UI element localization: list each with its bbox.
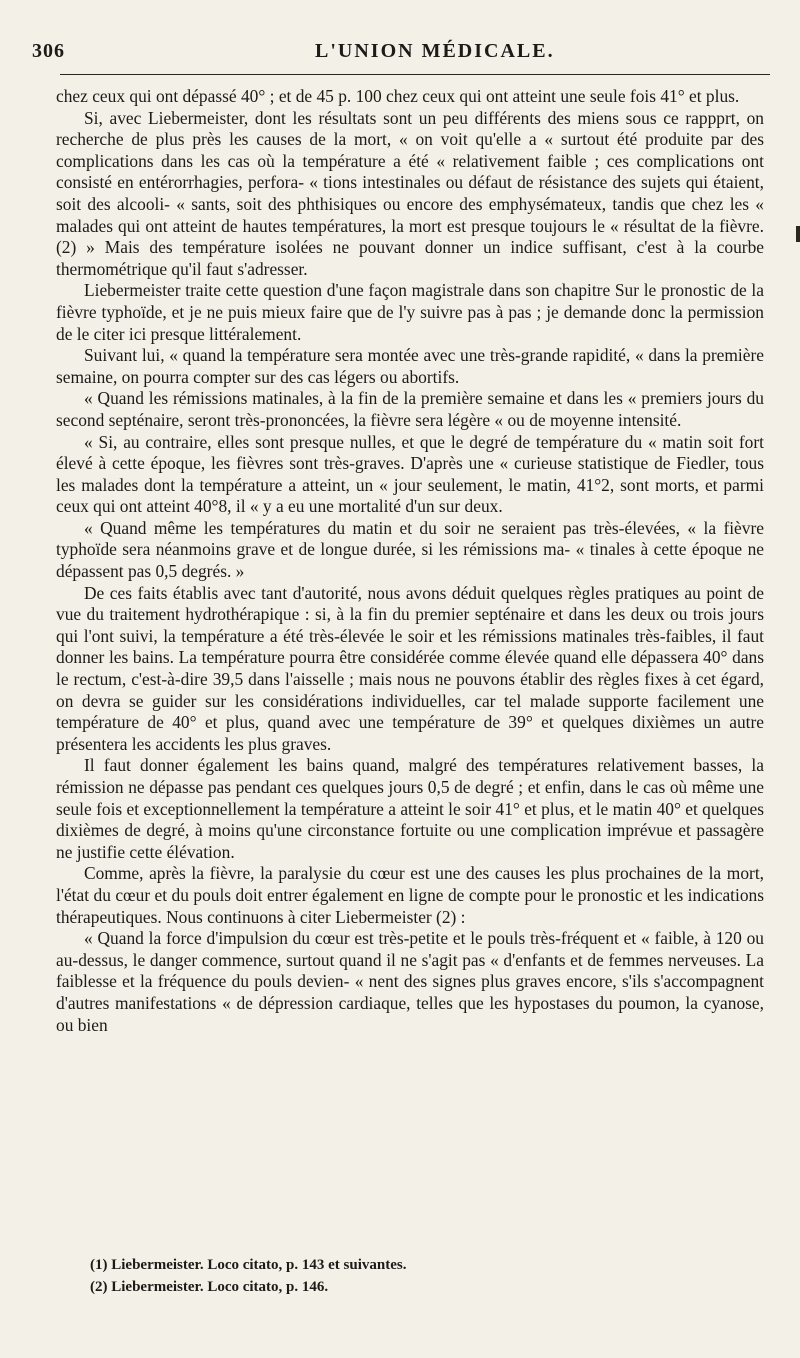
- footnote: (1) Liebermeister. Loco citato, p. 143 et suivantes.: [90, 1257, 407, 1273]
- footnotes: [90, 1254, 690, 1298]
- paragraph: Si, avec Liebermeister, dont les résultats sont un peu différents des miens sous ce rappprt, on recherche de plus près les causes de la mort, « on voit qu'elle a « surtout été produite par des complications dans les cas où la température a été « relativement faible ; ces complications ont consisté en entérorrhagies, perfora- « tions intestinales ou défaut de résistance des sujets qui étaient, soit des alcooli- « sants, soit des phthisiques ou encore des emphysémateux, tandis que chez les « malades qui ont atteint de hautes températures, la mort est presque toujours le « résultat de la fièvre. (2) » Mais des température isolées ne pouvant donner un indice suffisant, c'est à la courbe thermométrique qu'il faut s'adresser.: [56, 107, 764, 279]
- quote-paragraph: « Quand même les températures du matin et du soir ne seraient pas très-élevées, « la fièvre typhoïde sera néanmoins grave et de longue durée, si les rémissions ma- « tinales à cette époque ne dépassent pas 0,5 degrés. »: [56, 517, 764, 582]
- paragraph: Il faut donner également les bains quand, malgré des températures relativement basses, la rémission ne dépasse pas pendant ces quelques jours 0,5 de degré ; et enfin, dans le cas où même une seule fois et exceptionnellement la température a atteint le soir 41° et plus, et le matin 40° et quelques dixièmes de degré, à moins qu'une circonstance fortuite ou une complication imprévue et passagère ne justifie cette élévation.: [56, 755, 764, 862]
- footnote: (2) Liebermeister. Loco citato, p. 146.: [90, 1279, 329, 1295]
- page-number: 306: [32, 40, 65, 62]
- paragraph: Suivant lui, « quand la température sera montée avec une très-grande rapidité, « dans la première semaine, on pourra compter sur des cas légers ou abortifs.: [56, 345, 764, 387]
- paragraph: Comme, après la fièvre, la paralysie du cœur est une des causes les plus prochaines de la mort, l'état du cœur et du pouls doit entrer également en ligne de compte pour le pronostic et les indications thérapeutiques. Nous continuons à citer Liebermeister (2) :: [56, 863, 764, 927]
- running-title: L'UNION MÉDICALE.: [315, 40, 555, 62]
- paragraph: Liebermeister traite cette question d'une façon magistrale dans son chapitre Sur le pronostic de la fièvre typhoïde, et je ne puis mieux faire que de l'y suivre pas à pas ; je demande donc la permission de le citer ici presque littéralement.: [56, 280, 764, 344]
- page-header: [30, 36, 770, 66]
- quote-paragraph: « Quand les rémissions matinales, à la fin de la première semaine et dans les « premiers jours du second septénaire, seront très-prononcées, la fièvre sera légère « ou de moyenne intensité.: [56, 388, 764, 430]
- header-rule: [60, 74, 770, 75]
- page-edge-mark: [796, 226, 800, 242]
- quote-paragraph: « Si, au contraire, elles sont presque nulles, et que le degré de température du « matin soit fort élevé à cette époque, les fièvres sont très-graves. D'après une « curieuse statistique de Fiedler, tous les malades dont la température a atteint, un « jour seulement, le matin, 41°2, sont morts, et parmi ceux qui ont atteint 40°8, il « y a eu une mortalité d'un sur deux.: [56, 431, 764, 517]
- paragraph: De ces faits établis avec tant d'autorité, nous avons déduit quelques règles pratiques au point de vue du traitement hydrothérapique : si, à la fin du premier septénaire et dans les deux ou trois jours qui l'ont suivi, la température a été très-élevée le soir et les rémissions matinales très-faibles, il faut donner les bains. La température pourra être considérée comme élevée quand elle dépassera 40° dans le rectum, c'est-à-dire 39,5 dans l'aisselle ; mais nous ne pouvons établir des règles fixes à cet égard, on devra se guider sur les considérations individuelles, car tel malade supporte facilement une température de 40° et plus, quand avec une température de 39° et quelques dixièmes un autre présentera les accidents les plus graves.: [56, 582, 764, 754]
- paragraph: chez ceux qui ont dépassé 40° ; et de 45 p. 100 chez ceux qui ont atteint une seule fois 41° et plus.: [56, 86, 740, 106]
- quote-paragraph: « Quand la force d'impulsion du cœur est très-petite et le pouls très-fréquent et « faible, à 120 ou au-dessus, le danger commence, surtout quand il ne s'agit pas « d'enfants et de femmes nerveuses. La faiblesse et la fréquence du pouls devien- « nent des signes plus graves encore, s'ils s'accompagnent d'autres manifestations « de dépression cardiaque, telles que les hypostases du poumon, la cyanose, ou bien: [56, 928, 764, 1035]
- body-text: [56, 86, 764, 1036]
